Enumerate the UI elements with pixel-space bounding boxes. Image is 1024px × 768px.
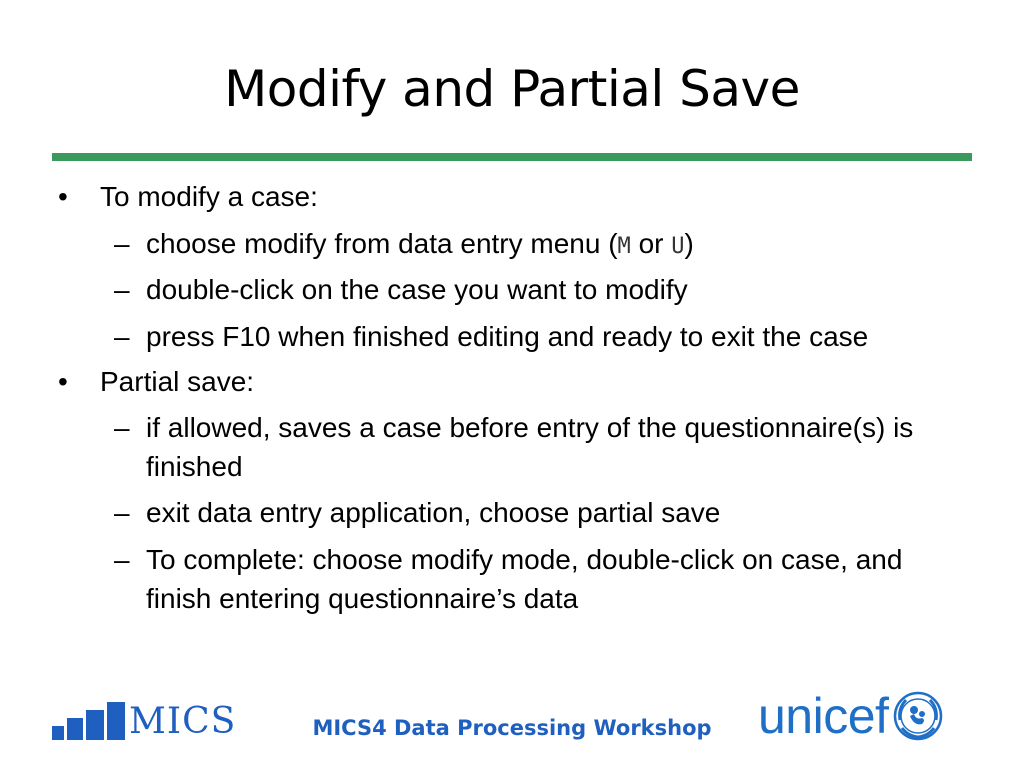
bullet-partial-save [58,363,958,402]
unicef-emblem-icon [892,690,944,742]
subitem-text: ) [684,227,694,259]
dash-marker: – [114,544,130,575]
dash-marker: – [114,497,130,529]
unicef-logo-text: unicef [758,688,889,744]
bullet-modify [58,178,958,217]
bullet-marker: • [58,181,68,212]
dash-marker: – [114,320,130,352]
subitem-text: or [630,227,672,259]
bullet-text: To modify a case: [100,181,318,212]
key-u: U [671,233,685,259]
footer-workshop-title: MICS4 Data Processing Workshop [312,716,712,740]
dash-marker: – [114,227,130,259]
subitem [58,409,958,486]
slide-content [58,172,958,618]
bullet-marker: • [58,365,68,397]
subitem-text: press F10 when finished editing and ready to exit the case [146,320,869,352]
mics-logo-text: MICS [129,701,237,742]
bullet-text: Partial save: [100,365,255,397]
subitem-text: if allowed, saves a case before entry of the questionnaire(s) is finished [146,412,914,482]
dash-marker: – [114,274,130,306]
title-divider [52,153,972,161]
subitem-text: choose modify from data entry menu ( [146,227,618,259]
subitem-text: To complete: choose modify mode, double-click on case, and finish entering questionnaire’s data [146,544,903,614]
subitem-text: double-click on the case you want to modify [146,274,688,306]
subitem [58,271,958,310]
subitem [58,494,958,533]
unicef-logo [758,690,944,742]
subitem [58,541,958,618]
key-m: M [617,233,631,259]
subitem [58,225,958,264]
dash-marker: – [114,412,130,444]
subitem [58,318,958,357]
slide-title: Modify and Partial Save [224,60,800,118]
subitem-text: exit data entry application, choose partial save [146,497,721,529]
